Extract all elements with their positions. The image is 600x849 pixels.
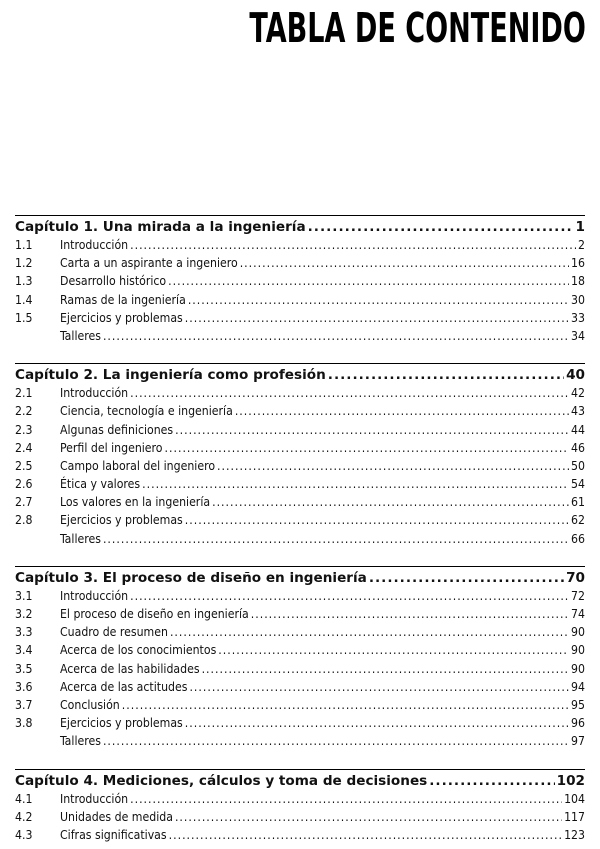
section-number: 1.2 xyxy=(15,256,33,271)
dot-leader xyxy=(175,423,569,437)
dot-leader xyxy=(169,828,562,842)
section-page-number: 33 xyxy=(571,310,585,325)
section-page-number: 30 xyxy=(571,292,585,307)
toc-entry[interactable] xyxy=(15,625,585,643)
dot-leader xyxy=(175,810,562,824)
section-number: 3.5 xyxy=(15,661,33,676)
dot-leader xyxy=(235,404,569,418)
section-title: Ejercicios y problemas xyxy=(60,513,183,528)
section-number: 2.2 xyxy=(15,404,33,419)
dot-leader xyxy=(202,662,569,676)
toc-entry[interactable] xyxy=(15,662,585,680)
toc-entry[interactable] xyxy=(15,441,585,459)
section-number: 2.1 xyxy=(15,386,33,401)
dot-leader xyxy=(142,477,569,491)
toc-entry[interactable] xyxy=(15,607,585,625)
chapter-heading[interactable] xyxy=(15,566,585,589)
toc-entry[interactable] xyxy=(15,274,585,292)
toc-entry[interactable] xyxy=(15,810,585,828)
dot-leader xyxy=(218,643,569,657)
dot-leader xyxy=(185,311,569,325)
dot-leader xyxy=(130,386,569,400)
dot-leader xyxy=(189,680,569,694)
section-number: 2.7 xyxy=(15,495,33,510)
section-number: 2.8 xyxy=(15,513,33,528)
chapter-heading[interactable] xyxy=(15,215,585,238)
toc-entry[interactable] xyxy=(15,404,585,422)
section-title: Cifras significativas xyxy=(60,827,167,842)
toc-entry[interactable] xyxy=(15,477,585,495)
page-title: TABLA DE CONTENIDO xyxy=(249,4,586,52)
dot-leader xyxy=(188,293,569,307)
dot-leader xyxy=(185,513,569,527)
section-title: Talleres xyxy=(60,734,101,749)
toc-entry[interactable] xyxy=(15,423,585,441)
chapter-title: Capítulo 1. Una mirada a la ingeniería xyxy=(15,219,306,235)
chapter-section xyxy=(15,363,585,550)
section-number: 2.3 xyxy=(15,422,33,437)
section-page-number: 95 xyxy=(571,697,585,712)
section-title: Conclusión xyxy=(60,697,120,712)
section-page-number: 46 xyxy=(571,440,585,455)
dot-leader xyxy=(103,734,569,748)
chapter-heading[interactable] xyxy=(15,363,585,386)
toc-entry[interactable] xyxy=(15,386,585,404)
section-title: Los valores en la ingeniería xyxy=(60,495,211,510)
section-number: 2.4 xyxy=(15,440,33,455)
section-title: Acerca de los conocimientos xyxy=(60,643,217,658)
section-page-number: 94 xyxy=(571,679,585,694)
toc-entry[interactable] xyxy=(15,828,585,846)
section-title: Talleres xyxy=(60,531,101,546)
section-title: Ciencia, tecnología e ingeniería xyxy=(60,404,233,419)
section-title: El proceso de diseño en ingeniería xyxy=(60,607,249,621)
section-page-number: 44 xyxy=(571,422,585,437)
section-title: Introducción xyxy=(60,791,129,806)
dot-leader xyxy=(122,698,569,712)
section-page-number: 123 xyxy=(564,827,585,842)
toc-entry[interactable] xyxy=(15,589,585,607)
section-page-number: 62 xyxy=(571,513,585,528)
toc-entry[interactable] xyxy=(15,311,585,329)
section-title: Ejercicios y problemas xyxy=(60,310,183,325)
dot-leader xyxy=(168,274,569,288)
chapter-page-number: 40 xyxy=(566,367,585,384)
section-page-number: 34 xyxy=(571,328,585,343)
section-title: Carta a un aspirante a ingeniero xyxy=(60,256,238,271)
section-page-number: 2 xyxy=(578,238,585,252)
section-page-number: 54 xyxy=(571,477,585,492)
dot-leader xyxy=(217,459,569,473)
section-number: 4.1 xyxy=(15,791,33,806)
chapter-page-number: 102 xyxy=(556,772,585,789)
section-title: Ejercicios y problemas xyxy=(60,716,183,731)
toc-entry[interactable] xyxy=(15,238,585,256)
section-number: 2.5 xyxy=(15,458,33,473)
section-number: 1.3 xyxy=(15,274,33,289)
section-page-number: 96 xyxy=(571,716,585,731)
toc-entry[interactable] xyxy=(15,680,585,698)
chapter-title: Capítulo 2. La ingeniería como profesión xyxy=(15,367,326,384)
chapter-section xyxy=(15,566,585,753)
chapter-page-number: 70 xyxy=(566,569,585,586)
section-number: 3.7 xyxy=(15,697,33,712)
dot-leader xyxy=(429,773,554,789)
chapter-title: Capítulo 4. Mediciones, cálculos y toma de decisiones xyxy=(15,772,428,789)
section-page-number: 18 xyxy=(571,274,585,289)
dot-leader xyxy=(308,219,574,235)
dot-leader xyxy=(130,792,562,806)
toc-entry[interactable] xyxy=(15,698,585,716)
dot-leader xyxy=(251,607,569,621)
section-number: 1.5 xyxy=(15,310,33,325)
section-number: 4.3 xyxy=(15,827,33,842)
toc-entry[interactable] xyxy=(15,716,585,734)
dot-leader xyxy=(130,589,569,603)
section-page-number: 72 xyxy=(571,588,585,603)
dot-leader xyxy=(328,367,564,383)
section-number: 3.6 xyxy=(15,679,33,694)
table-of-contents xyxy=(15,215,585,846)
toc-entry[interactable] xyxy=(15,459,585,477)
section-page-number: 104 xyxy=(564,791,585,806)
toc-entry[interactable] xyxy=(15,734,585,752)
section-number: 3.3 xyxy=(15,625,33,640)
section-title: Acerca de las actitudes xyxy=(60,679,188,694)
dot-leader xyxy=(103,329,569,343)
section-number: 4.2 xyxy=(15,809,33,824)
dot-leader xyxy=(369,570,564,586)
section-title: Algunas definiciones xyxy=(60,422,174,437)
section-page-number: 74 xyxy=(571,607,585,621)
section-title: Introducción xyxy=(60,386,129,401)
section-number: 3.4 xyxy=(15,643,33,658)
dot-leader xyxy=(185,716,569,730)
toc-entry[interactable] xyxy=(15,532,585,550)
chapter-section xyxy=(15,769,585,847)
section-title: Ética y valores xyxy=(60,477,141,492)
section-title: Introducción xyxy=(60,238,129,252)
section-title: Ramas de la ingeniería xyxy=(60,292,186,307)
section-title: Desarrollo histórico xyxy=(60,274,167,289)
section-title: Cuadro de resumen xyxy=(60,625,168,640)
toc-entry[interactable] xyxy=(15,329,585,347)
section-page-number: 43 xyxy=(571,404,585,419)
toc-entry[interactable] xyxy=(15,643,585,661)
dot-leader xyxy=(240,256,569,270)
section-page-number: 66 xyxy=(571,531,585,546)
section-page-number: 117 xyxy=(564,809,585,824)
section-page-number: 97 xyxy=(571,734,585,749)
dot-leader xyxy=(212,495,569,509)
chapter-page-number: 1 xyxy=(575,219,585,235)
toc-entry[interactable] xyxy=(15,792,585,810)
section-title: Acerca de las habilidades xyxy=(60,661,200,676)
toc-entry[interactable] xyxy=(15,293,585,311)
section-number: 1.4 xyxy=(15,292,33,307)
section-number: 2.6 xyxy=(15,477,33,492)
section-page-number: 90 xyxy=(571,661,585,676)
section-title: Perfil del ingeniero xyxy=(60,440,163,455)
section-page-number: 61 xyxy=(571,495,585,510)
toc-entry[interactable] xyxy=(15,513,585,531)
section-title: Talleres xyxy=(60,328,101,343)
dot-leader xyxy=(170,625,569,639)
dot-leader xyxy=(130,238,576,252)
section-title: Campo laboral del ingeniero xyxy=(60,458,216,473)
dot-leader xyxy=(165,441,570,455)
toc-entry[interactable] xyxy=(15,495,585,513)
section-page-number: 90 xyxy=(571,643,585,658)
chapter-heading[interactable] xyxy=(15,769,585,792)
dot-leader xyxy=(103,532,569,546)
section-page-number: 90 xyxy=(571,625,585,640)
section-number: 3.8 xyxy=(15,716,33,731)
toc-entry[interactable] xyxy=(15,256,585,274)
chapter-section xyxy=(15,215,585,347)
section-title: Unidades de medida xyxy=(60,809,173,824)
section-number: 1.1 xyxy=(15,238,33,252)
section-page-number: 42 xyxy=(571,386,585,401)
section-page-number: 16 xyxy=(571,256,585,271)
section-page-number: 50 xyxy=(571,458,585,473)
chapter-title: Capítulo 3. El proceso de diseño en ingeniería xyxy=(15,569,367,586)
section-number: 3.2 xyxy=(15,607,33,621)
section-number: 3.1 xyxy=(15,588,33,603)
section-title: Introducción xyxy=(60,588,129,603)
